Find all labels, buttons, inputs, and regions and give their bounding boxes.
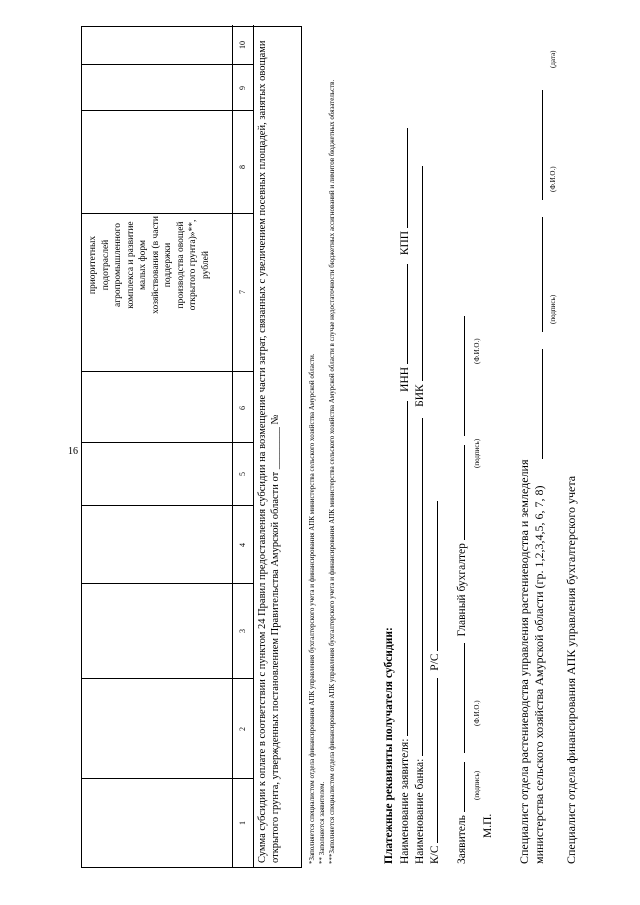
bik-field[interactable]	[412, 166, 423, 381]
applicant-name-field[interactable]	[397, 401, 408, 736]
signatures-row	[454, 316, 469, 864]
applicant-name-label: Наименование заявителя:	[399, 738, 411, 864]
col-divider	[82, 64, 253, 65]
col-divider	[82, 583, 253, 584]
chief-accountant-signature-field[interactable]	[454, 445, 465, 540]
bik-label: БИК	[414, 384, 426, 407]
specialist-line-1: Специалист отдела растениеводства управления растениеводства и земледелия	[517, 459, 531, 864]
ks-field[interactable]	[427, 678, 438, 843]
col-divider	[82, 110, 253, 111]
fio-hint: (Ф.И.О.)	[473, 700, 481, 726]
column-number: 9	[238, 86, 247, 90]
kpp-label: КПП	[399, 230, 411, 256]
column-number: 5	[238, 472, 247, 476]
accounts-row	[427, 501, 442, 864]
page-number: 16	[68, 446, 78, 457]
column-number: 4	[238, 543, 247, 547]
col-divider	[82, 371, 253, 372]
rs-field[interactable]	[427, 501, 438, 651]
col-divider	[82, 678, 253, 679]
footnote: *Заполняется специалистом отдела финансирования АПК управления бухгалтерского учета и финансирования АПК министерства сельского хозяйства Амурской области.	[308, 353, 316, 864]
stamp-label: М.П.	[482, 813, 494, 838]
bank-name-label: Наименование банка:	[414, 758, 426, 864]
applicant-signature-field[interactable]	[454, 762, 465, 812]
signature-hint: (подпись)	[549, 294, 557, 324]
rs-label: Р/С	[429, 653, 441, 671]
signature-hint: (подпись)	[473, 438, 481, 468]
sum-to-pay-text: Сумма субсидии к оплате в соответствии с пунктом 24 Правил предоставления субсидии на возмещение части затрат, связанных с увеличением посевных площадей, занятых овощами открытого грунта, утвержденных постановлением Правительства Амурской области от ________ №	[257, 40, 281, 863]
date-hint: (дата)	[549, 50, 557, 68]
bank-name-row	[412, 166, 427, 864]
subsidy-table	[81, 26, 302, 868]
column-number: 3	[238, 629, 247, 633]
kpp-field[interactable]	[397, 128, 408, 228]
specialist-line-3: Специалист отдела финансирования АПК управления бухгалтерского учета	[564, 475, 578, 864]
col-divider	[82, 505, 253, 506]
signature-hint: (подпись)	[473, 770, 481, 800]
footnotes	[307, 28, 337, 864]
applicant-name-row	[397, 128, 412, 864]
specialist-line-2	[532, 90, 547, 864]
inn-label: ИНН	[399, 366, 411, 392]
row-divider	[253, 25, 254, 867]
footnote: ***Заполняется специалистом отдела финансирования АПК управления бухгалтерского учета и финансирования АПК министерства сельского хозяйства Амурской области в случае недостаточности бюджетных ассигнований и лимитов бюджетных обязательств.	[328, 79, 336, 864]
applicant-label: Заявитель	[456, 815, 468, 864]
inn-field[interactable]	[397, 264, 408, 364]
ks-label: К/С	[429, 845, 441, 864]
col-divider	[82, 442, 253, 443]
header-cell-7: приоритетных подотраслей агропромышленного комплекса и развитие малых форм хозяйствования (в части поддержки производства овощей открытого грунта)»**, рублей	[88, 216, 211, 314]
specialist-fio-field[interactable]	[532, 217, 543, 332]
column-number: 1	[238, 821, 247, 825]
specialist-signature-field[interactable]	[532, 349, 543, 459]
specialist-line-2-text: министерства сельского хозяйства Амурской области (гр. 1,2,3,4,5, 6, 7, 8)	[532, 485, 546, 864]
chief-accountant-fio-field[interactable]	[454, 316, 465, 436]
bank-name-field[interactable]	[412, 418, 423, 756]
fio-hint: (Ф.И.О.)	[473, 338, 481, 364]
payment-requisites	[382, 24, 492, 864]
row-divider	[232, 25, 233, 867]
col-divider	[82, 213, 253, 214]
rotated-form	[77, 20, 582, 868]
applicant-fio-field[interactable]	[454, 643, 465, 753]
column-number: 6	[238, 406, 247, 410]
chief-accountant-label: Главный бухгалтер	[456, 543, 468, 637]
col-divider	[82, 778, 253, 779]
requisites-title: Платежные реквизиты получателя субсидии:	[383, 627, 395, 864]
fio-hint: (Ф.И.О.)	[549, 166, 557, 192]
specialist-date-field[interactable]	[532, 90, 543, 200]
column-number: 2	[238, 727, 247, 731]
column-number: 8	[238, 165, 247, 169]
footnote: ** Заполняется заявителем.	[318, 781, 326, 864]
column-number: 10	[238, 41, 247, 49]
column-number: 7	[238, 290, 247, 294]
